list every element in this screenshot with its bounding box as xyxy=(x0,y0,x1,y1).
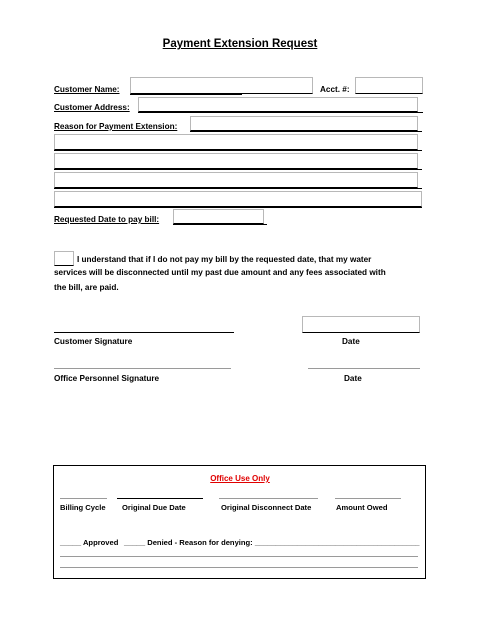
reason-field-2[interactable] xyxy=(54,134,418,150)
denial-reason-line-2[interactable] xyxy=(60,567,418,568)
customer-name-label: Customer Name: xyxy=(54,85,120,94)
office-signature-label: Office Personnel Signature xyxy=(54,374,160,383)
denied-label: _____ Denied - Reason for denying: _______________________________________ xyxy=(124,538,420,547)
billing-cycle-line[interactable] xyxy=(60,498,107,499)
office-signature-line[interactable] xyxy=(54,368,231,369)
original-due-date-line[interactable] xyxy=(117,498,203,499)
form-title: Payment Extension Request xyxy=(162,38,318,50)
original-disconnect-date-line[interactable] xyxy=(219,498,318,499)
acknowledgement-line-1: I understand that if I do not pay my bill by the requested date, that my water xyxy=(77,255,372,264)
acknowledgement-checkbox[interactable] xyxy=(54,251,74,266)
customer-name-field[interactable] xyxy=(130,77,313,94)
customer-address-underline xyxy=(138,112,423,113)
reason-underline-2 xyxy=(54,150,422,151)
reason-underline-4 xyxy=(54,188,422,189)
office-date-line[interactable] xyxy=(308,368,420,369)
acct-number-label: Acct. #: xyxy=(320,85,350,94)
reason-underline-1 xyxy=(190,131,422,132)
office-date-label: Date xyxy=(344,374,362,383)
acknowledgement-line-2: services will be disconnected until my past due amount and any fees associated with xyxy=(54,268,386,277)
reason-underline-5 xyxy=(54,207,422,208)
requested-date-label: Requested Date to pay bill: xyxy=(54,215,160,224)
customer-address-label: Customer Address: xyxy=(54,103,130,112)
reason-underline-3 xyxy=(54,169,422,170)
reason-field-5[interactable] xyxy=(54,191,422,207)
requested-date-underline xyxy=(173,224,267,225)
customer-name-underline xyxy=(130,94,242,95)
office-use-title: Office Use Only xyxy=(210,474,270,483)
acknowledgement-line-3: the bill, are paid. xyxy=(54,283,119,292)
requested-date-field[interactable] xyxy=(173,209,264,224)
approved-label: _____ Approved xyxy=(60,538,119,547)
customer-address-field[interactable] xyxy=(138,97,418,112)
billing-cycle-label: Billing Cycle xyxy=(60,503,106,512)
original-disconnect-date-label: Original Disconnect Date xyxy=(221,503,312,512)
customer-date-label: Date xyxy=(342,337,360,346)
reason-field-1[interactable] xyxy=(190,116,418,131)
customer-signature-label: Customer Signature xyxy=(54,337,133,346)
original-due-date-label: Original Due Date xyxy=(122,503,186,512)
reason-field-4[interactable] xyxy=(54,172,418,188)
reason-field-3[interactable] xyxy=(54,153,418,169)
customer-date-field[interactable] xyxy=(302,316,420,333)
denial-reason-line-1[interactable] xyxy=(60,556,418,557)
amount-owed-line[interactable] xyxy=(335,498,401,499)
reason-label: Reason for Payment Extension: xyxy=(54,122,178,131)
customer-signature-line[interactable] xyxy=(54,332,234,333)
amount-owed-label: Amount Owed xyxy=(336,503,388,512)
acct-number-field[interactable] xyxy=(355,77,423,94)
